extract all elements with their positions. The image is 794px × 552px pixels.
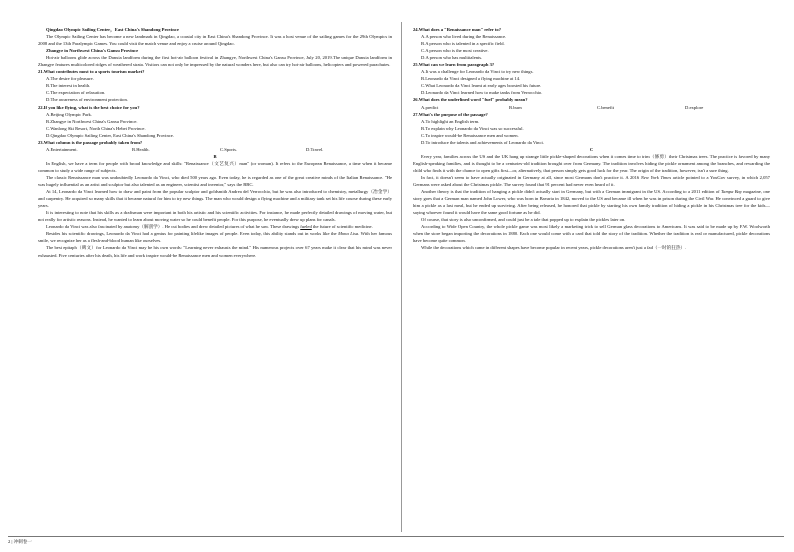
option-23c: C.Sports. <box>220 146 238 152</box>
paragraph: It is interesting to note that his skills as a draftsman were important in both his artistic and his scientific activities. For instance, he made perfectly detailed drawings of moving water, but not really for artistic reasons. Instead, he wanted to learn about moving water so he could benefit people. For this purpose, he eventually drew up plans for canals. <box>38 210 392 223</box>
option-25b: B.Leonardo da Vinci designed a flying machine at 14. <box>421 76 521 82</box>
paragraph <box>413 188 770 216</box>
option-25a: A.It was a challenge for Leonardo da Vinci to try new things. <box>421 69 534 75</box>
option-24b: B.A person who is talented in a specific field. <box>421 41 505 47</box>
option-24d: D.A person who has multitalents. <box>421 55 483 61</box>
option-21a: A.The desire for pleasure. <box>46 76 94 82</box>
option-21c: C.The expectation of relaxation. <box>46 90 106 96</box>
text-run: . With her famous smile, we recognize her as a flesh-and-blood human like ourselves. <box>38 231 392 244</box>
paragraph: According to Wide Open Country, the whole pickle game was most likely a marketing trick to sell German glass decorations to Americans. It was said to be made up by F.W. Woolworth when the store began importing the decorations in 1880. Each one would come with a card that told the story of the tradition. Whether the tradition is real or manufactured, pickle decorations have become quite common. <box>413 224 770 244</box>
paragraph: At 14, Leonardo da Vinci learned how to draw and paint from the popular sculptor and goldsmith Andrea del Verrocchio, but he was also introduced to chemistry, metallurgy（冶金学）and carpentry. He acquired so many skills that it became natural for him to try new things. The man who would design a flying machine and a military tank set his life course during these early years. <box>38 189 392 209</box>
options-26 <box>413 104 770 111</box>
option-24c: C.A person who is the most creative. <box>421 48 489 54</box>
question-25: 25.What can we learn from paragraph 3? <box>413 62 495 68</box>
option-24a: A.A person who lived during the Renaissance. <box>421 34 507 40</box>
passage-heading-zhangye: Zhangye in Northwest China's Gansu Province <box>46 48 139 54</box>
question-22: 22.If you like flying, what is the best choice for you? <box>38 104 140 110</box>
option-26d: D.explore <box>685 104 704 110</box>
option-21d: D.The awareness of environment protection. <box>46 97 128 103</box>
option-25c: C.What Leonardo da Vinci learnt at early ages boosted his future. <box>421 83 542 89</box>
option-26b: B.burn <box>509 104 522 110</box>
question-24: 24.What does a "Renaissance man" refer to? <box>413 27 501 32</box>
question-21: 21.What contributes most to a sports tourism market? <box>38 69 145 75</box>
text-run: article pointed to a YouGov survey, in which 2,057 Germans were asked about the Christmas pickle. The survey found that 91 percent had never even heard of it. <box>413 174 770 188</box>
option-26a: A.predict <box>421 104 439 110</box>
section-b-title: B <box>213 153 217 159</box>
paragraph: In English, we have a term for people with broad knowledge and skills: "Renaissance（文艺复兴）man" (or woman). It refers to the European Renaissance, a time when it became common to study a wide range of subjects. <box>38 160 392 173</box>
option-22d: D.Qingdao Olympic Sailing Center, East China's Shandong Province. <box>46 132 174 138</box>
option-27c: C.To inspire would-be Renaissance men and women. <box>421 132 519 138</box>
option-23d: D.Travel. <box>306 146 324 152</box>
section-c-title: C <box>589 146 594 152</box>
paragraph: The best epitaph（碑文）for Leonardo da Vinci may be his own words: "Learning never exhausts the mind." His numerous projects over 67 years make it clear that his mind was never exhausted. Five centuries after his death, his life and work inspire would-be Renaissance men and women everywhere. <box>38 245 392 258</box>
option-22a: A.Beijing Olympic Park. <box>46 111 92 117</box>
option-21b: B.The interest in health. <box>46 83 91 89</box>
passage-heading-qingdao: Qingdao Olympic Sailing Center，East China's Shandong Province <box>46 27 179 32</box>
question-23: 23.What column is the passage probably taken from? <box>38 139 143 145</box>
paragraph: While the decorations which came in different shapes have become popular in recent years, pickle decorations aren't just a fad（一时的狂热）. <box>421 245 687 251</box>
paragraph: The classic Renaissance man was undoubtedly Leonardo da Vinci, who died 500 years ago. Even today, he is regarded as one of the great creative minds of the Italian Renaissance. "He was hugely influential as an artist and sculptor but also talented as an engineer, scientist and inventor," says the BBC. <box>38 174 392 188</box>
paragraph <box>413 174 770 188</box>
text-run: Leonardo da Vinci was also fascinated by anatomy（解剖学）. He cut bodies and drew detailed pictures of what he saw. These drawings <box>46 224 301 230</box>
option-23b: B.Health. <box>132 146 150 152</box>
question-27: 27.What's the purpose of the passage? <box>413 111 488 117</box>
option-27d: D.To introduce the talents and achievements of Leonardo da Vinci. <box>421 139 544 145</box>
paragraph: Every year, families across the US and the UK hang up strange little pickle-shaped decorations when it comes time to trim（修剪）their Christmas trees. The practice is favored by many English-speaking families, and is thought to be a centuries-old tradition brought over from Germany. The tradition involves hiding the pickle ornament among the branches, and rewarding the child who finds it with the chance to open gifts first—or, alternatively, that person simply gets good luck for the year. The origin of the tradition, however, isn't a sure thing. <box>413 153 770 173</box>
left-column <box>38 26 392 259</box>
paragraph <box>38 223 392 230</box>
option-27b: B.To explain why Leonardo da Vinci was so successful. <box>421 125 524 131</box>
italic-title-mona-lisa: Mona Lisa <box>338 231 359 237</box>
option-22c: C.Wanlong Ski Resort, North China's Hebei Province. <box>46 125 146 131</box>
option-25d: D.Leonardo da Vinci learned how to make tanks from Verrocchio. <box>421 90 543 96</box>
text-run: Besides his scientific drawings, Leonardo da Vinci had a genius for painting lifelike images of people. Even today, this ability stands out in works like the <box>46 231 339 237</box>
option-23a: A.Entertainment. <box>46 146 78 152</box>
page-number-label: 2 | 冲刺卷一 <box>8 539 32 544</box>
text-run: In fact, it doesn't seem to have actually originated in Germany at all, since most Germans don't practice it. A 2016 <box>421 174 641 180</box>
paragraph: The Olympic Sailing Center has become a new landmark in Qingdao, a coastal city in East China's Shandong Province. It was a host venue of the sailing games for the 29th Olympics in 2008 and the 13th Paralympic Games. You could visit the match venue and enjoy a cruise around Qingdao. <box>38 34 392 47</box>
text-run: magazine, one story goes that a German man named John Lower, who was born in Bavaria in 1842, moved to the US and became ill when he was in prison during the Civil War. He convinced a guard to give him a pickle as a last meal, but he ended up surviving. After being released, he honored that pickle by starting his own family tradition of hiding a pickle in his Christmas tree for the kids—saying whoever found it would have the same good fortune as he did. <box>413 189 770 216</box>
underlined-word-fueled: fueled <box>300 224 312 230</box>
column-divider <box>401 22 402 532</box>
option-26c: C.benefit <box>597 104 614 110</box>
question-26: 26.What does the underlined word "fuel" probably mean? <box>413 97 528 103</box>
text-run: Another theory is that the tradition of hanging a pickle didn't actually start in Germany, but with a German immigrant in the US. According to a 2011 edition of <box>421 189 722 195</box>
page-footer <box>8 539 32 545</box>
paragraph: Of course, that story is also unconfirmed, and could just be a tale that popped up to explain the pickles later on. <box>421 217 626 223</box>
italic-title-new-york-times: New York Times <box>640 174 672 180</box>
text-run: the future of scientific medicine. <box>311 224 373 230</box>
footer-rule <box>8 536 784 537</box>
option-22b: B.Zhangye in Northwest China's Gansu Province. <box>46 118 138 124</box>
right-column <box>413 26 770 252</box>
paragraph: Hot-air balloons glide across the Danxia landform during the first hot-air balloon festival in Zhangye, Northwest China's Gansu Province, July 20, 2019.The unique Danxia landform in Zhangye features multicolored ridges of weathered strata. Visitors can not only be impressed by the natural wonders here, but also can try hot-air balloons, helicopters and powered parachutes. <box>38 55 392 68</box>
italic-title-tampa-bay: Tampa Bay <box>721 189 742 195</box>
option-27a: A.To highlight an English term. <box>421 118 480 124</box>
options-23 <box>38 146 392 153</box>
paragraph <box>38 230 392 244</box>
